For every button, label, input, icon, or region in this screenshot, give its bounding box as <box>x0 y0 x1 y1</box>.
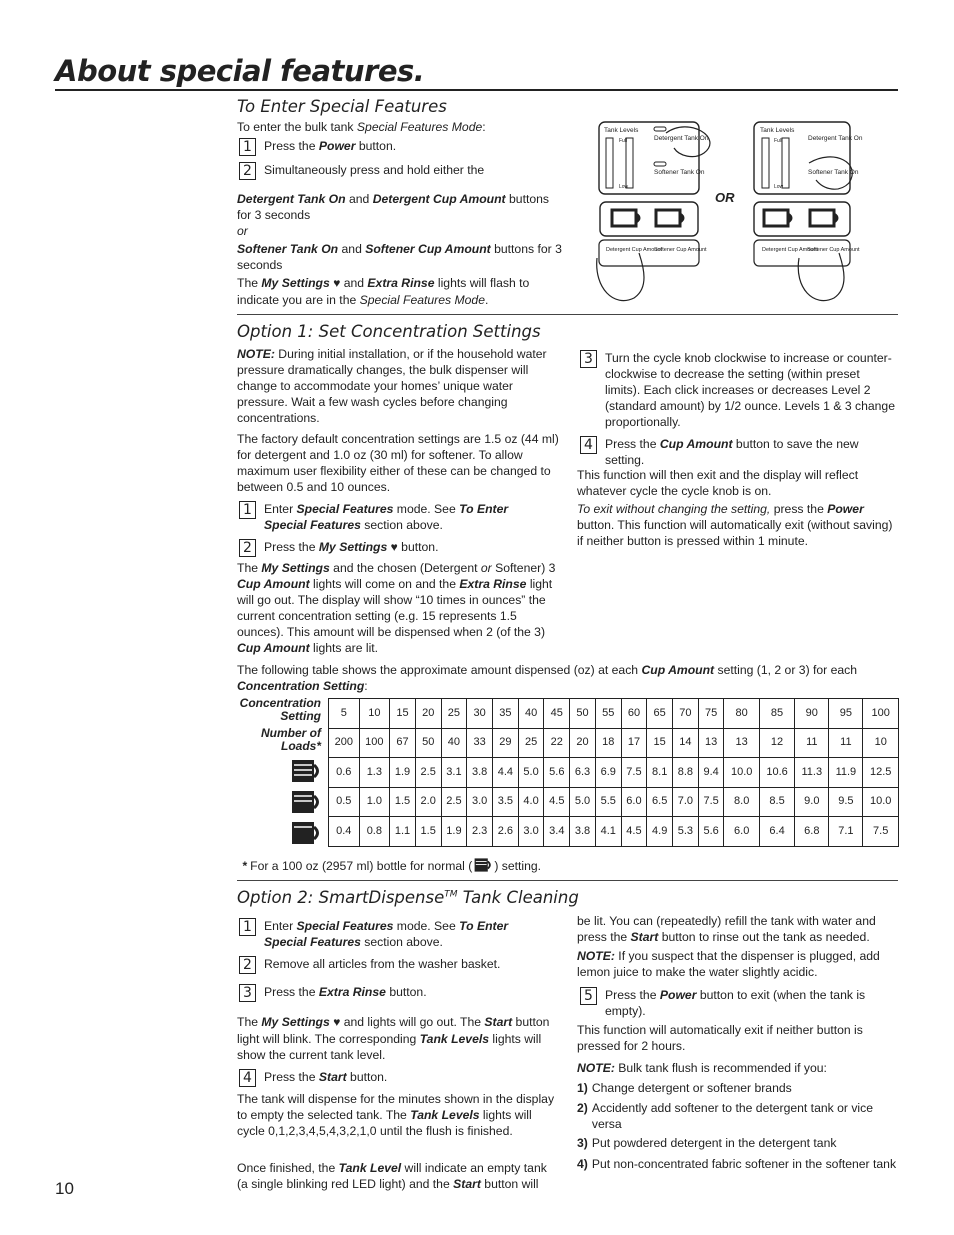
table-cell: 5.6 <box>698 817 724 847</box>
panel-right <box>754 122 863 301</box>
list-text: Change detergent or softener brands <box>591 1081 792 1095</box>
sof-tank-label: Softener Tank On <box>654 169 705 176</box>
table-cell: 1.5 <box>415 817 441 847</box>
table-cell: 6.3 <box>570 758 596 788</box>
option2-heading: Option 2: SmartDispense™ Tank Cleaning <box>237 888 579 907</box>
list-number: 1) <box>577 1081 588 1095</box>
option1-step-4: 4 Press the Cup Amount button to save the new setting. <box>580 436 898 468</box>
option2-step-4: 4 Press the Start button. <box>239 1069 387 1087</box>
option2-step-2: 2 Remove all articles from the washer basket. <box>239 956 500 974</box>
step-number: 2 <box>239 539 256 557</box>
step-number: 1 <box>239 138 256 156</box>
row-label-concentration: Concentration Setting <box>239 696 321 724</box>
table-cell: 1.0 <box>359 787 390 817</box>
table-cell: 65 <box>647 699 673 729</box>
control-panel-illustration <box>594 118 863 306</box>
table-cell: 10.0 <box>863 787 899 817</box>
table-cell: 15 <box>647 728 673 758</box>
row-concentration <box>329 699 899 729</box>
section-rule <box>237 314 898 315</box>
enter-heading: To Enter Special Features <box>237 97 447 116</box>
list-item <box>577 1156 897 1172</box>
step-number: 4 <box>239 1069 256 1087</box>
table-cell: 29 <box>493 728 519 758</box>
table-cell: 60 <box>621 699 647 729</box>
table-cell: 35 <box>493 699 519 729</box>
table-cell: 3.0 <box>518 817 544 847</box>
table-cell: 3.8 <box>570 817 596 847</box>
table-cell: 33 <box>467 728 493 758</box>
table-cell: 100 <box>359 728 390 758</box>
option1-step-1: 1 Enter Special Features mode. See To Enter Special Features section above. <box>239 501 554 533</box>
table-cell: 11 <box>795 728 829 758</box>
table-cell: 2.6 <box>493 817 519 847</box>
table-cell: 67 <box>390 728 416 758</box>
title-rule <box>55 89 898 91</box>
table-cell: 7.5 <box>621 758 647 788</box>
svg-text:Softener Tank On: Softener Tank On <box>808 169 859 176</box>
enter-step-2: 2 Simultaneously press and hold either the <box>239 162 484 180</box>
det-cup-label: Detergent Cup Amount <box>606 247 662 253</box>
cup-level-2-icon <box>289 787 323 817</box>
table-cell: 11 <box>829 728 863 758</box>
list-item <box>577 1135 897 1151</box>
step-number: 1 <box>239 918 256 936</box>
table-cell: 8.5 <box>759 787 794 817</box>
cup-icon <box>472 856 494 874</box>
option2-auto-exit: This function will automatically exit if neither button is pressed for 2 hours. <box>577 1023 863 1054</box>
table-cell: 4.1 <box>595 817 621 847</box>
table-cell: 50 <box>570 699 596 729</box>
table-cell: 40 <box>518 699 544 729</box>
table-cell: 4.9 <box>647 817 673 847</box>
option2-note2: NOTE: Bulk tank flush is recommended if you: <box>577 1061 827 1075</box>
table-cell: 18 <box>595 728 621 758</box>
table-cell: 14 <box>673 728 699 758</box>
heart-icon: ♥ <box>390 540 398 554</box>
table-cell: 3.4 <box>544 817 570 847</box>
table-cell: 20 <box>415 699 441 729</box>
table-cell: 0.5 <box>329 787 360 817</box>
row-cup-level-1 <box>329 817 899 847</box>
table-cell: 9.0 <box>795 787 829 817</box>
option2-finished-text: Once finished, the Tank Level will indicate an empty tank (a single blinking red LED light) and the Start button will <box>237 1161 547 1192</box>
option2-refill-text: be lit. You can (repeatedly) refill the tank with water and press the Start button to rinse out the tank as needed. <box>577 914 876 945</box>
table-cell: 70 <box>673 699 699 729</box>
svg-text:Low: Low <box>619 184 629 190</box>
sof-cup-label: Softener Cup Amount <box>654 247 707 253</box>
cup-level-1-icon <box>289 818 323 848</box>
option1-step-2: 2 Press the My Settings ♥ button. <box>239 539 438 557</box>
concentration-table <box>328 698 899 847</box>
table-cell: 3.0 <box>467 787 493 817</box>
table-cell: 6.0 <box>724 817 759 847</box>
step-number: 5 <box>580 987 597 1005</box>
heart-icon: ♥ <box>333 1015 341 1029</box>
svg-text:Softener Cup Amount: Softener Cup Amount <box>807 247 860 253</box>
table-cell: 12 <box>759 728 794 758</box>
table-cell: 0.4 <box>329 817 360 847</box>
table-cell: 100 <box>863 699 899 729</box>
option1-lights-text: The My Settings and the chosen (Detergent or Softener) 3 Cup Amount lights will come on and the Extra Rinse light will go out. The display will show “10 times in ounces” the current concentration setting (e.g. 15 represents 1.5 ounces). This amount will be dispensed when 2 (of the 3) Cup Amount lights are lit. <box>237 561 556 656</box>
enter-softener-text: Softener Tank On and Softener Cup Amount buttons for 3 seconds <box>237 242 562 273</box>
option1-step-3: 3 Turn the cycle knob clockwise to increase or counter-clockwise to decrease the setting (within preset limits). Each click increases or decreases Level 2 (standard amount) by 1/2 ounce. Levels 1 & 3 change proportionally. <box>580 350 898 430</box>
table-cell: 5.0 <box>518 758 544 788</box>
svg-text:Detergent Tank On: Detergent Tank On <box>808 135 863 142</box>
list-number: 4) <box>577 1157 588 1171</box>
table-cell: 1.3 <box>359 758 390 788</box>
table-cell: 45 <box>544 699 570 729</box>
table-cell: 2.5 <box>441 787 467 817</box>
table-cell: 0.6 <box>329 758 360 788</box>
table-cell: 15 <box>390 699 416 729</box>
table-cell: 25 <box>518 728 544 758</box>
option2-step-3: 3 Press the Extra Rinse button. <box>239 984 427 1002</box>
table-cell: 6.5 <box>647 787 673 817</box>
table-cell: 200 <box>329 728 360 758</box>
enter-detergent-text: Detergent Tank On and Detergent Cup Amount buttons for 3 seconds <box>237 192 549 223</box>
table-cell: 6.9 <box>595 758 621 788</box>
table-cell: 8.8 <box>673 758 699 788</box>
step-number: 2 <box>239 162 256 180</box>
table-cell: 3.1 <box>441 758 467 788</box>
or-label: OR <box>715 190 735 205</box>
step-number: 3 <box>580 350 597 368</box>
table-cell: 4.0 <box>518 787 544 817</box>
step-number: 2 <box>239 956 256 974</box>
option2-note: NOTE: If you suspect that the dispenser is plugged, add lemon juice to make the water slightly acidic. <box>577 949 880 980</box>
table-cell: 5.0 <box>570 787 596 817</box>
heart-icon: ♥ <box>333 276 341 290</box>
enter-flash-text: The My Settings ♥ and Extra Rinse lights will flash to indicate you are in the Special Features Mode. <box>237 276 530 307</box>
svg-text:Full: Full <box>619 138 628 144</box>
section-rule <box>237 880 898 881</box>
det-tank-label: Detergent Tank On <box>654 135 709 142</box>
table-cell: 13 <box>724 728 759 758</box>
table-cell: 5.3 <box>673 817 699 847</box>
step-number: 4 <box>580 436 597 454</box>
option1-note: NOTE: During initial installation, or if the household water pressure dramatically changes, the bulk dispenser will change to accommodate your homes’ unique water pressure. Wait a few wash cycles before changing concentrations. <box>237 347 547 426</box>
svg-text:Detergent Cup Amount: Detergent Cup Amount <box>762 247 818 253</box>
table-cell: 25 <box>441 699 467 729</box>
table-cell: 1.9 <box>441 817 467 847</box>
enter-or: or <box>237 224 248 238</box>
svg-text:Tank Levels: Tank Levels <box>760 127 795 134</box>
table-cell: 2.3 <box>467 817 493 847</box>
table-cell: 40 <box>441 728 467 758</box>
table-cell: 0.8 <box>359 817 390 847</box>
row-label-loads: Number of Loads* <box>261 726 321 754</box>
row-loads <box>329 728 899 758</box>
option2-step-1: 1 Enter Special Features mode. See To Enter Special Features section above. <box>239 918 554 950</box>
list-text: Accidently add softener to the detergent tank or vice versa <box>591 1101 874 1132</box>
table-cell: 6.0 <box>621 787 647 817</box>
table-cell: 50 <box>415 728 441 758</box>
list-number: 3) <box>577 1136 588 1150</box>
table-cell: 80 <box>724 699 759 729</box>
table-cell: 9.5 <box>829 787 863 817</box>
table-cell: 6.8 <box>795 817 829 847</box>
step-number: 3 <box>239 984 256 1002</box>
svg-text:Low: Low <box>774 184 784 190</box>
table-cell: 8.1 <box>647 758 673 788</box>
option1-exit2-text: To exit without changing the setting, press the Power button. This function will automatically exit (without saving) if neither button is pressed within 1 minute. <box>577 502 893 549</box>
enter-step-1: 1 Press the Power button. <box>239 138 396 156</box>
table-cell: 85 <box>759 699 794 729</box>
table-cell: 17 <box>621 728 647 758</box>
option1-heading: Option 1: Set Concentration Settings <box>237 322 541 341</box>
table-cell: 13 <box>698 728 724 758</box>
table-cell: 4.5 <box>544 787 570 817</box>
enter-intro: To enter the bulk tank Special Features Mode: <box>237 120 486 134</box>
panel-left <box>597 122 710 301</box>
option1-exit-text: This function will then exit and the display will reflect whatever cycle the cycle knob is on. <box>577 468 859 499</box>
table-cell: 7.5 <box>863 817 899 847</box>
table-cell: 95 <box>829 699 863 729</box>
list-number: 2) <box>577 1101 588 1115</box>
table-cell: 7.1 <box>829 817 863 847</box>
table-cell: 4.5 <box>621 817 647 847</box>
page-number: 10 <box>55 1179 74 1198</box>
table-cell: 2.5 <box>415 758 441 788</box>
table-cell: 7.0 <box>673 787 699 817</box>
table-cell: 6.4 <box>759 817 794 847</box>
table-cell: 22 <box>544 728 570 758</box>
table-cell: 1.5 <box>390 787 416 817</box>
table-cell: 11.3 <box>795 758 829 788</box>
table-cell: 10 <box>359 699 390 729</box>
table-cell: 10.0 <box>724 758 759 788</box>
table-cell: 2.0 <box>415 787 441 817</box>
table-cell: 12.5 <box>863 758 899 788</box>
table-cell: 1.1 <box>390 817 416 847</box>
table-cell: 1.9 <box>390 758 416 788</box>
table-cell: 75 <box>698 699 724 729</box>
option2-lights-text: The My Settings ♥ and lights will go out. The Start button light will blink. The corresponding Tank Levels lights will show the current tank level. <box>237 1015 550 1062</box>
option2-dispense-text: The tank will dispense for the minutes shown in the display to empty the selected tank. The Tank Levels lights will cycle 0,1,2,3,4,5,4,3,2,1,0 until the flush is finished. <box>237 1092 555 1139</box>
table-intro: The following table shows the approximate amount dispensed (oz) at each Cup Amount setting (1, 2 or 3) for each Concentration Setting: <box>237 663 858 694</box>
table-cell: 90 <box>795 699 829 729</box>
table-cell: 10 <box>863 728 899 758</box>
table-cell: 5.6 <box>544 758 570 788</box>
row-cup-level-3 <box>329 758 899 788</box>
table-cell: 5 <box>329 699 360 729</box>
list-item <box>577 1100 897 1132</box>
table-cell: 30 <box>467 699 493 729</box>
table-cell: 11.9 <box>829 758 863 788</box>
table-cell: 5.5 <box>595 787 621 817</box>
table-cell: 8.0 <box>724 787 759 817</box>
table-cell: 3.5 <box>493 787 519 817</box>
option2-step-5: 5 Press the Power button to exit (when the tank is empty). <box>580 987 898 1019</box>
list-text: Put powdered detergent in the detergent tank <box>591 1136 837 1150</box>
table-cell: 10.6 <box>759 758 794 788</box>
svg-text:Full: Full <box>774 138 783 144</box>
table-cell: 7.5 <box>698 787 724 817</box>
row-cup-level-2 <box>329 787 899 817</box>
table-cell: 3.8 <box>467 758 493 788</box>
table-cell: 20 <box>570 728 596 758</box>
cup-level-3-icon <box>289 756 323 786</box>
table-cell: 4.4 <box>493 758 519 788</box>
option1-factory: The factory default concentration settings are 1.5 oz (44 ml) for detergent and 1.0 oz (30 ml) for softener. To allow maximum user flexibility either of these can be changed to between 0.5 and 10 ounces. <box>237 432 559 495</box>
list-item <box>577 1080 897 1096</box>
table-footnote: * For a 100 oz (2957 ml) bottle for normal ( ) setting. <box>242 856 541 874</box>
list-text: Put non-concentrated fabric softener in the softener tank <box>591 1157 897 1171</box>
table-cell: 9.4 <box>698 758 724 788</box>
tank-levels-label: Tank Levels <box>604 127 639 134</box>
step-number: 1 <box>239 501 256 519</box>
page-title: About special features. <box>55 54 425 88</box>
table-cell: 55 <box>595 699 621 729</box>
